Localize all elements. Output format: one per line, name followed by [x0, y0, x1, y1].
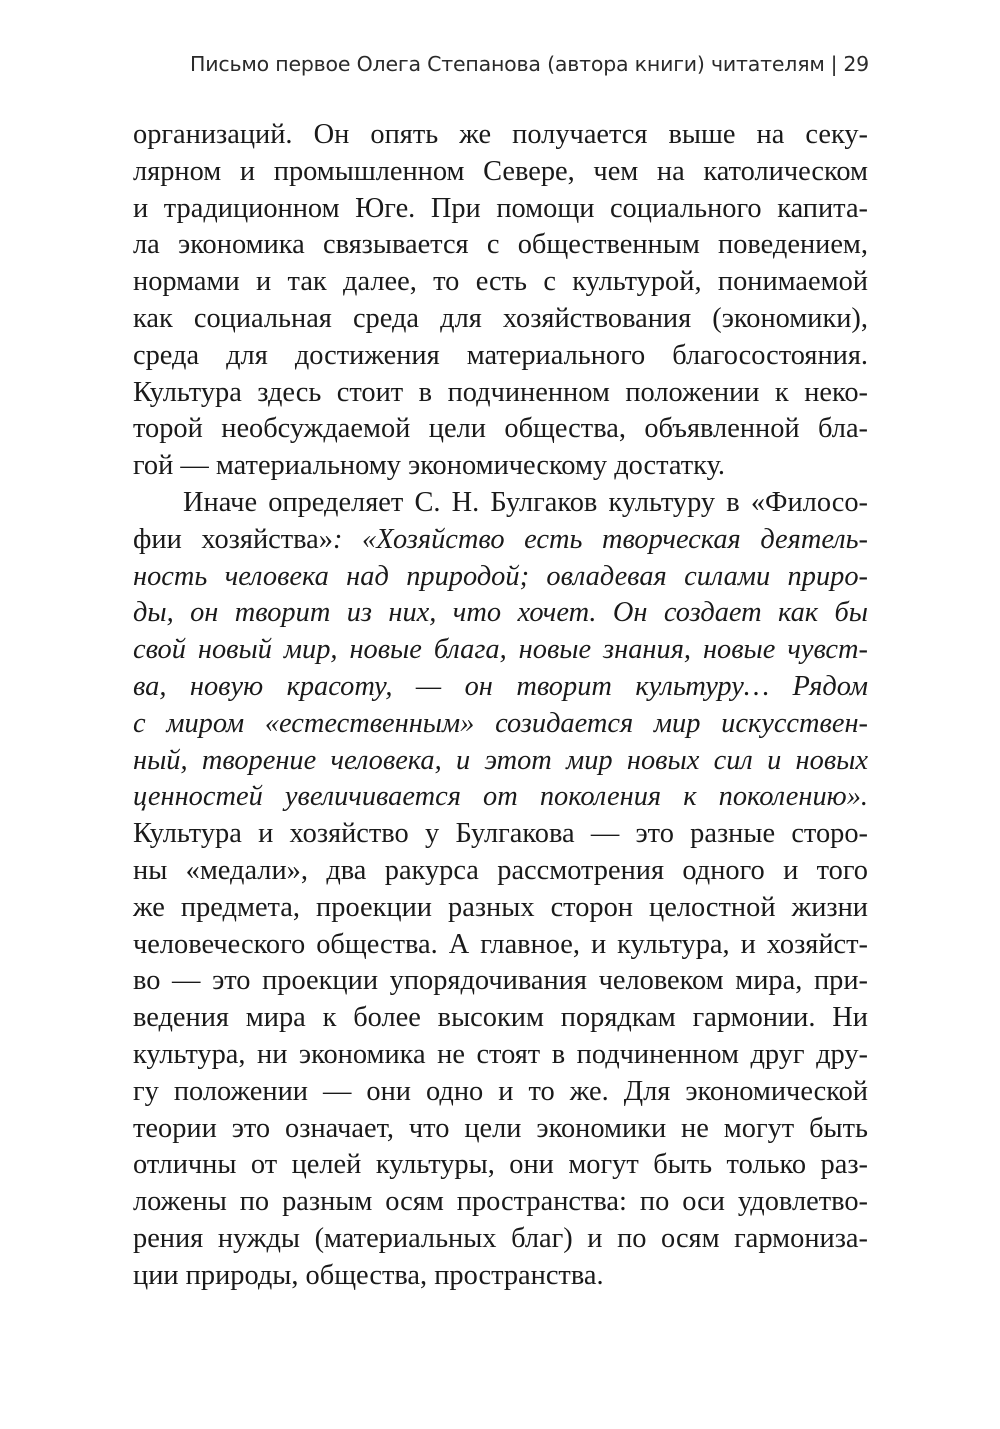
- text-line: лярном и промышленном Севере, чем на католическом: [133, 155, 868, 187]
- paragraph-end-line: гой — материальному экономическому достатку.: [133, 450, 726, 482]
- quote-line: ный, творение человека, и этот мир новых сил и новых: [133, 744, 868, 776]
- text-line: торой необсуждаемой цели общества, объявленной бла-: [133, 413, 868, 445]
- quote-line: ды, он творит из них, что хочет. Он создает как бы: [133, 597, 868, 629]
- running-head: [190, 52, 869, 76]
- quote-line: с миром «естественным» созидается мир искусствен-: [133, 707, 868, 739]
- text-line: ведения мира к более высоким порядкам гармонии. Ни: [133, 1002, 868, 1034]
- text-line: во — это проекции упорядочивания человеком мира, при-: [133, 965, 868, 997]
- text-line: Культура здесь стоит в подчиненном положении к неко-: [133, 376, 868, 408]
- text-line: ны «медали», два ракурса рассмотрения одного и того: [133, 854, 868, 886]
- text-line: среда для достижения материального благосостояния.: [133, 339, 868, 371]
- quote-line: ность человека над природой; овладевая силами приро-: [133, 560, 868, 592]
- header-separator: |: [830, 52, 838, 76]
- quote-fragment: : «Хозяйство есть творческая деятель-: [332, 523, 868, 555]
- paragraph-start-line: Иначе определяет С. Н. Булгаков культуру в «Филосо-: [183, 486, 868, 518]
- quote-line: ценностей увеличивается от поколения к поколению».: [133, 781, 868, 813]
- text-line: организаций. Он опять же получается выше на секу-: [133, 119, 868, 150]
- text-line: отличны от целей культуры, они могут быть только раз-: [133, 1149, 868, 1181]
- text-line: культура, ни экономика не стоят в подчиненном друг дру-: [133, 1038, 868, 1070]
- paragraph-end-line: ции природы, общества, пространства.: [133, 1259, 604, 1291]
- page-number: 29: [843, 52, 869, 76]
- mixed-line: [133, 522, 868, 559]
- text-line: как социальная среда для хозяйствования (экономики),: [133, 302, 868, 334]
- quote-line: ва, новую красоту, — он творит культуру… Рядом: [133, 670, 868, 702]
- text-line: и традиционном Юге. При помощи социального капита-: [133, 192, 868, 224]
- text-line: же предмета, проекции разных сторон целостной жизни: [133, 891, 868, 923]
- text-line: ложены по разным осям пространства: по оси удовлетво-: [133, 1186, 868, 1218]
- running-title: Письмо первое Олега Степанова (автора книги) читателям: [190, 52, 825, 76]
- text-line: Культура и хозяйство у Булгакова — это разные сторо-: [133, 818, 868, 850]
- body-text: [133, 117, 868, 1295]
- text-line: рения нужды (материальных благ) и по осям гармониза-: [133, 1222, 868, 1254]
- quote-line: свой новый мир, новые блага, новые знания, новые чувст-: [133, 634, 868, 666]
- text-line: теории это означает, что цели экономики не могут быть: [133, 1112, 868, 1144]
- text-fragment: фии хозяйства»: [133, 523, 333, 555]
- text-line: ла экономика связывается с общественным поведением,: [133, 229, 868, 261]
- text-line: нормами и так далее, то есть с культурой, понимаемой: [133, 266, 868, 298]
- text-line: гу положении — они одно и то же. Для экономической: [133, 1075, 868, 1107]
- text-line: человеческого общества. А главное, и культура, и хозяйст-: [133, 928, 868, 960]
